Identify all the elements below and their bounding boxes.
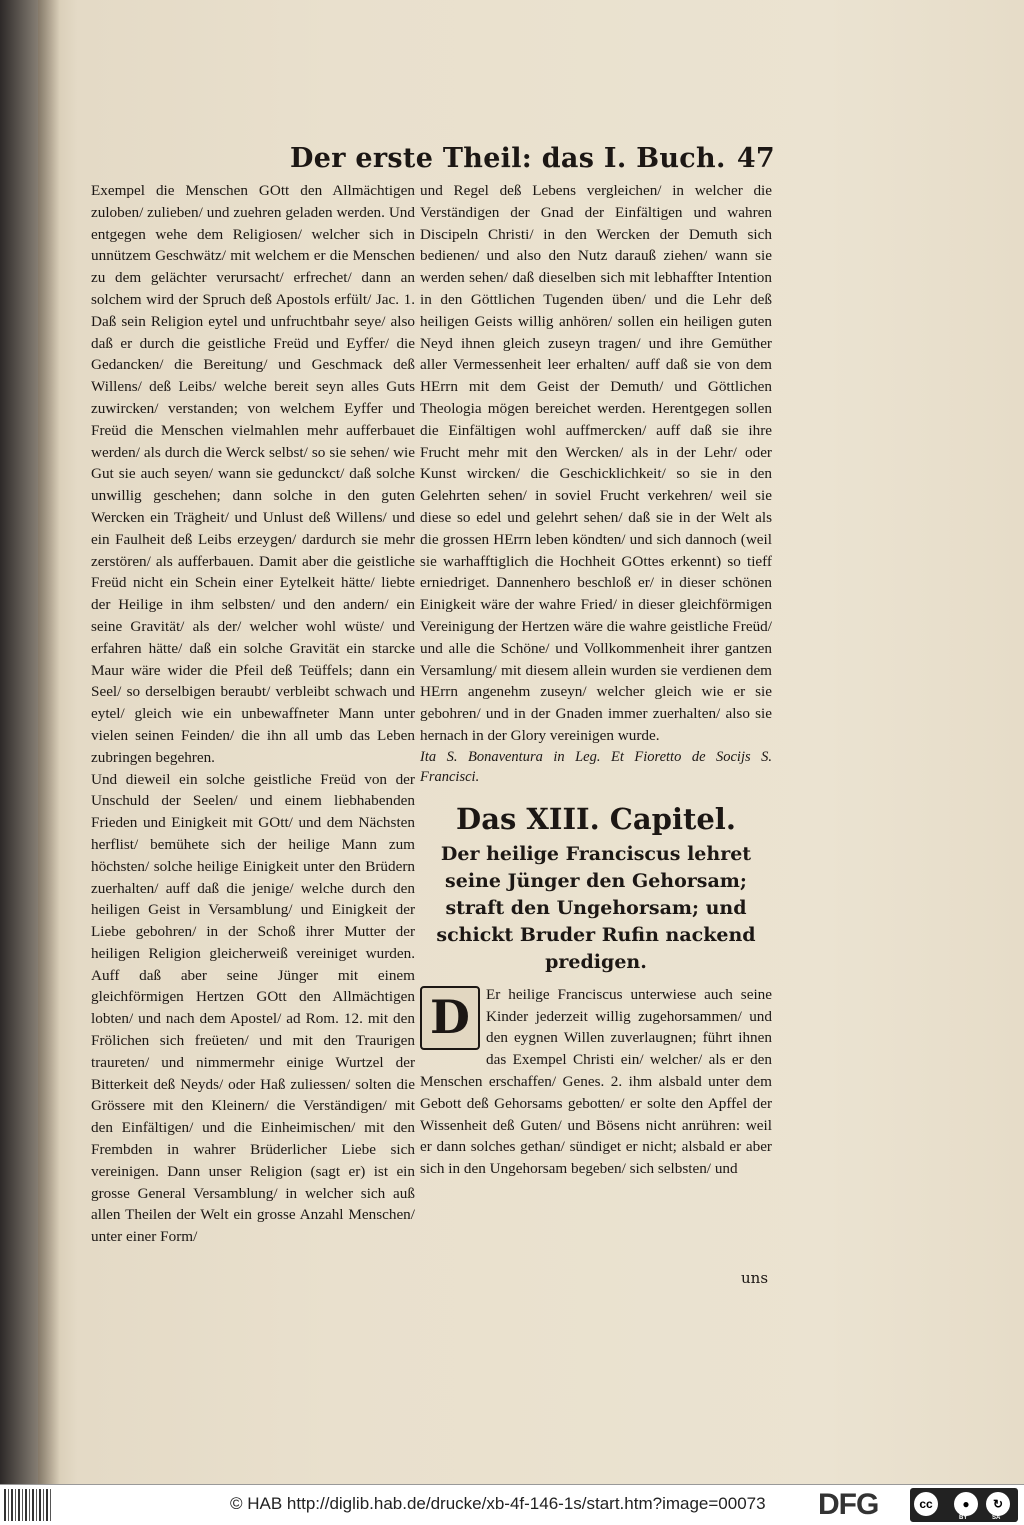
page-gutter [38, 0, 60, 1484]
chapter-heading: Das XIII. Capitel. [456, 801, 736, 836]
dfg-logo[interactable]: DFG [818, 1488, 879, 1521]
by-label: BY [959, 1515, 968, 1521]
chapter-summary: Der heilige Franciscus lehret seine Jünger den Gehorsam; straft den Ungehorsam; und schickt Bruder Rufin nackend predigen. [436, 842, 756, 973]
running-head-title: Der erste Theil: das I. Buch. [290, 143, 726, 174]
left-paragraph-1: Exempel die Menschen GOtt den Allmächtigen zuloben/ zulieben/ und zuehren geladen werden. Und entgegen wehe dem Religiosen/ welcher sich in unnützem Geschwätz/ mit welchem er die Menschen zu dem gelächter verursacht/ erfrechet/ dann an solchem wird der Spruch deß Apostols erfült/ Jac. 1. Daß sein Religion eytel und unfruchtbahr seye/ also daß er durch die geistliche Freüd und Eyffer/ die Gedancken/ die Bereitung/ und Geschmack deß Willens/ deß Leibs/ welche bereit seyn alles Guts zuwircken/ verstanden; von welchem Eyffer und Freüd die Menschen vielmahlen mehr aufferbauet werden/ als durch die Werck selbst/ so sie sehen/ wie Gut sie auch seyen/ wann sie gedunckct/ daß solche unwillig geschehen; dann solche in den guten Wercken ein Trägheit/ und Unlust deß Willens/ und ein Faulheit deß Leibs erzeygen/ dardurch sie mehr zerstören/ als aufferbauen. Damit aber die geistliche Freüd nicht ein Schein einer Eytelkeit hätte/ liebte der Heilige in ihm selbsten/ und den andern/ ein seine Gravität/ als der/ welcher wohl wüste/ und erfahren hätte/ daß ein solche Gravität ein starcke Maur wäre wider die Pfeil deß Teüffels; dann ein Seel/ so derselbigen beraubt/ verbleibt schwach und eytel/ gleich wie ein unbewaffneter Mann unter vielen seinen Feinden/ die ihn all umb das Leben zubringen begehren. [91, 182, 415, 766]
viewer-footer [0, 1484, 1024, 1525]
sa-icon: ↻ [986, 1492, 1010, 1516]
chapter-body [420, 984, 772, 1180]
running-head [290, 143, 775, 183]
catchword: uns [741, 1269, 769, 1287]
copyright-link[interactable]: © HAB http://diglib.hab.de/drucke/xb-4f-146-1s/start.htm?image=00073 [230, 1494, 766, 1513]
left-column [91, 180, 415, 1248]
cc-icon: cc [914, 1492, 938, 1516]
cc-license-badge[interactable] [910, 1488, 1018, 1522]
drop-cap-initial: D [420, 986, 480, 1050]
source-citation: Ita S. Bonaventura in Leg. Et Fioretto de Socijs S. Francisci. [420, 748, 772, 785]
right-column [420, 180, 772, 1180]
sa-label: SA [992, 1515, 1001, 1521]
barcode-icon [4, 1489, 52, 1521]
page-number: 47 [736, 143, 775, 174]
by-icon: ● [954, 1492, 978, 1516]
chapter-paragraph: Er heilige Franciscus unterwiese auch seine Kinder jederzeit willig zugehorsammen/ und den eygnen Willen zuverlaugnen; führt ihnen das Exempel Christi ein/ welcher/ als er den Menschen erschaffen/ Genes. 2. ihm alsbald unter dem Gebott deß Gehorsams gebotten/ er solte den Apffel der Wissenheit deß Guten/ und Bösens nicht anrühren: weil er dann solches gethan/ sündiget er nicht; alsbald er aber sich in den Ungehorsam begeben/ sich selbsten/ und [420, 985, 772, 1178]
book-page [38, 0, 1024, 1484]
left-paragraph-2: Und dieweil ein solche geistliche Freüd von der Unschuld der Seelen/ und einem liebhabenden Frieden und Einigkeit mit GOtt/ und dem Nächsten herflist/ bemühete sich der heilige Mann zum höchsten/ solche heilige Einigkeit unter den Brüdern zuerhalten/ auff daß die jenige/ welche durch den heiligen Geist in Versamblung/ und Einigkeit der Liebe gebohren/ in der Schoß ihrer Mutter der heiligen Religion gleicherweiß vereiniget wurden. Auff daß aber seine Jünger mit einem gleichförmigen Hertzen GOtt den Allmächtigen lobten/ und nach dem Apostel/ ad Rom. 12. mit den Frölichen sich freüeten/ und mit den Traurigen traureten/ und nimmermehr einige Wurtzel der Bitterkeit deß Neyds/ oder Haß zuliessen/ solten die Grössere mit den Kleinern/ die Verständigen/ mit den Einfältigen/ und die Einheimischen/ mit den Frembden in wahrer Brüderlicher Liebe sich vereinigen. Dann unser Religion (sagt er) ist ein grosse General Versamblung/ in welcher sich auß allen Theilen der Welt ein grosse Anzahl Menschen/ unter einer Form/ [91, 770, 415, 1246]
right-paragraph-intro: und Regel deß Lebens vergleichen/ in welcher die Verständigen der Gnad der Einfältigen und wahren Discipeln Christi/ in den Wercken der Demuth sich bedienen/ und also den Nutz darauß ziehen/ wann sie werden sehen/ daß dieselben sich mit lebhaffter Intention in den Göttlichen Tugenden üben/ und die Lehr deß heiligen Geists willig anhören/ sollen ein heiligen guten Neyd ihnen gleich zuseyn tragen/ und ihre Gemüther aller Vermessenheit leer erhalten/ auff daß sie von dem HErrn mit dem Geist der Demuth/ und Göttlichen Theologia mögen bereichet werden. Herentgegen sollen die Einfältigen wohl auffmercken/ auff daß sie ihre Frucht mehr mit den Wercken/ als in der Lehr/ oder Kunst wircken/ die Geschicklichkeit/ so sie in den Gelehrten sehen/ in soviel Frucht verkehren/ weil sie diese so edel und gelehrt sehen/ daß sie in der Welt als die grossen HErrn leben köndten/ und sich dannoch (weil sie warhafftiglich die Hochheit GOttes erkennt) so tieff erniedriget. Dannenhero beschloß er/ in dieser schönen Einigkeit wäre der wahre Fried/ in dieser gleichförmigen Vereinigung der Hertzen wäre die wahre geistliche Freüd/ und alle die Schöne/ und Vollkommenheit ihrer gantzen Versamlung/ mit diesem allein wurden sie verdienen dem HErrn angenehm zuseyn/ welcher gleich wie er sie gebohren/ und in der Gnaden immer zuerhalten/ also sie hernach in der Glory vereinigen wurde. [420, 182, 772, 744]
